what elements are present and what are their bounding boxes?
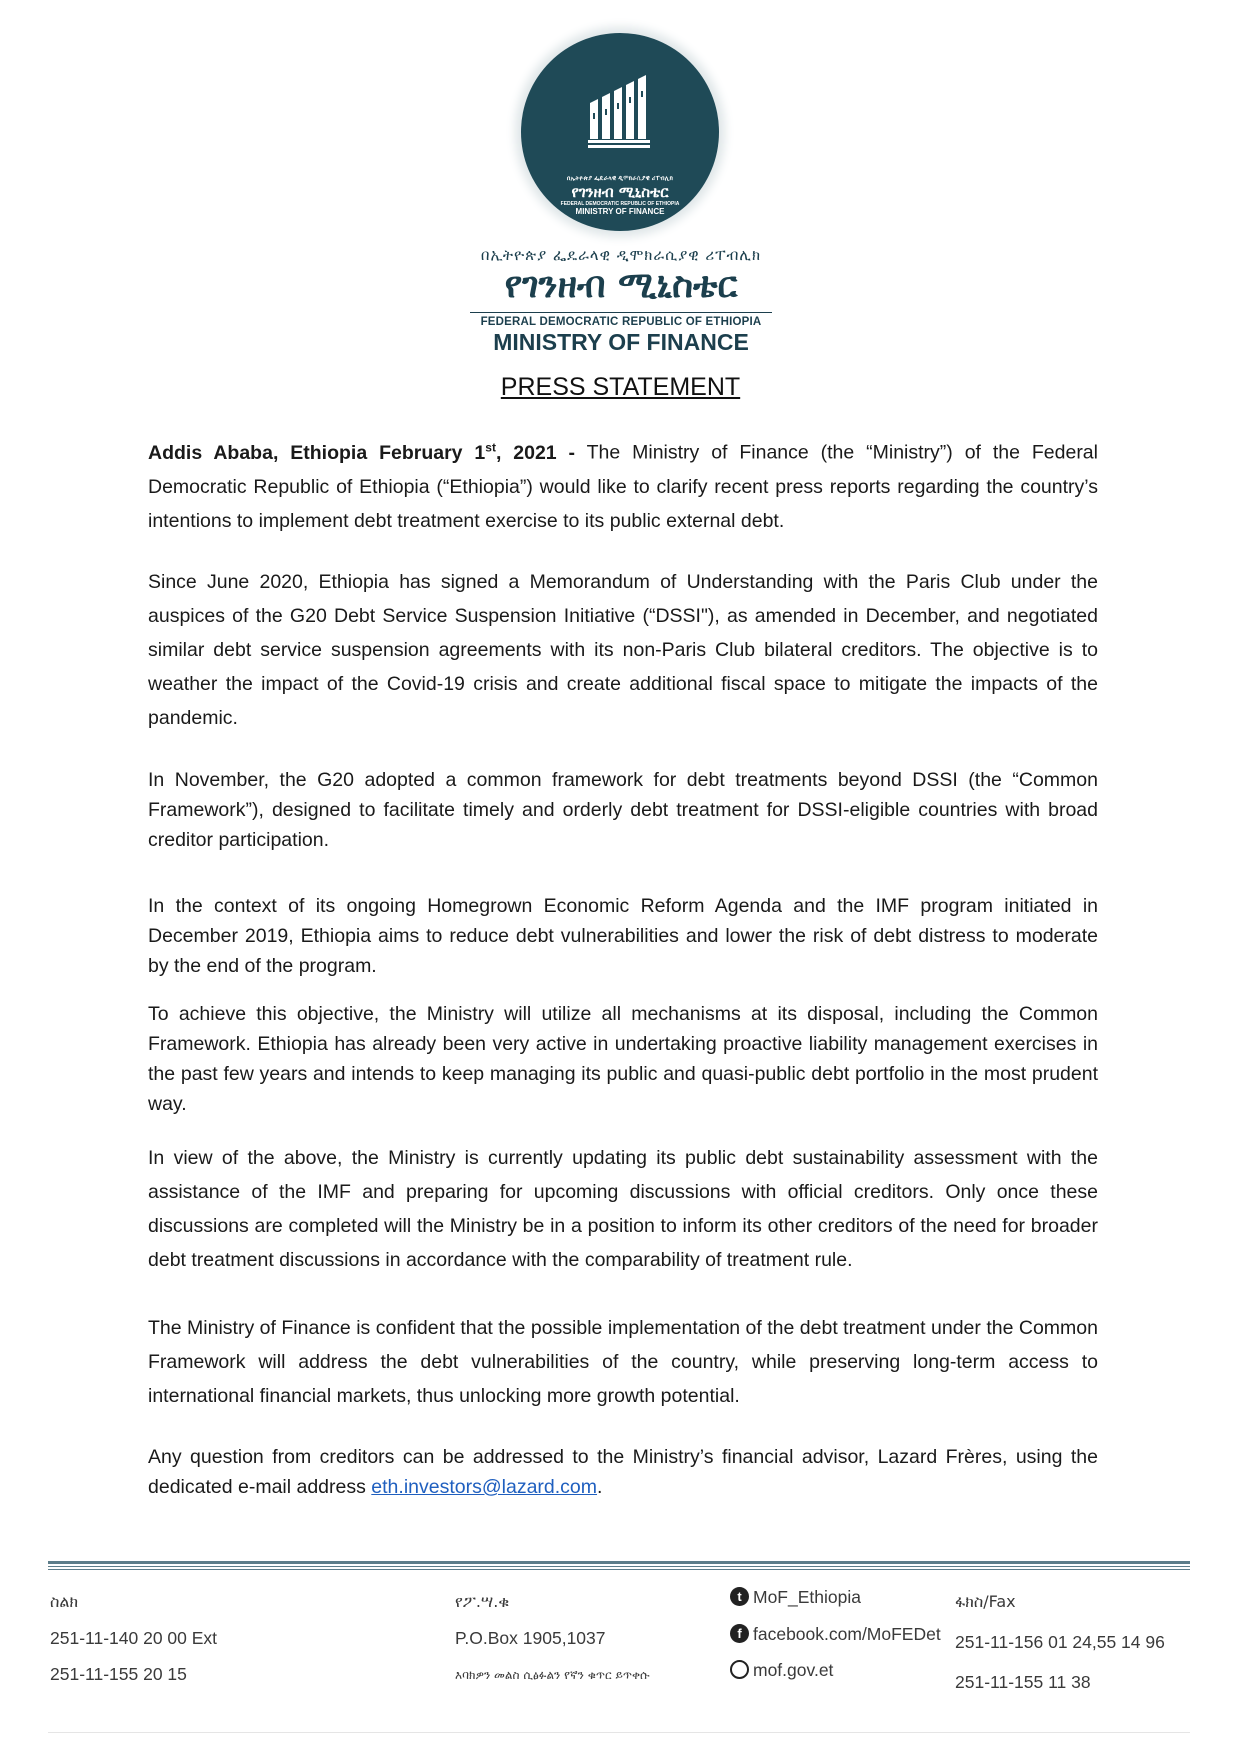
twitter-icon: t	[730, 1587, 749, 1606]
twitter-handle: MoF_Ethiopia	[753, 1587, 861, 1607]
paragraph-6: In view of the above, the Ministry is currently updating its public debt sustainability assessment with the assistance of the IMF and preparing for upcoming discussions with official creditors. Only once these discussions are completed will the Ministry be in a position to inform its other creditors of the need for broader debt treatment discussions in accordance with the comparability of treatment rule.	[148, 1147, 1098, 1271]
paragraph-5: To achieve this objective, the Ministry will utilize all mechanisms at its disposal, including the Common Framework. Ethiopia has already been very active in undertaking proactive liability management exercises in the past few years and intends to keep managing its public and quasi-public debt portfolio in the most prudent way.	[148, 1003, 1098, 1115]
phone-label: ስልክ	[50, 1592, 79, 1611]
email-link[interactable]: eth.investors@lazard.com	[371, 1476, 598, 1498]
building-columns-icon	[588, 73, 652, 149]
dateline-suffix: st	[485, 440, 496, 454]
globe-icon	[730, 1660, 749, 1679]
fax-number-1: 251-11-156 01 24,55 14 96	[955, 1632, 1165, 1652]
facebook-url: facebook.com/MoFEDet	[753, 1624, 941, 1644]
seal-english-ministry: MINISTRY OF FINANCE	[575, 207, 665, 216]
fax-number-2: 251-11-155 11 38	[955, 1672, 1091, 1692]
paragraph-8-text: Any question from creditors can be addressed to the Ministry’s financial advisor, Lazard Frères, using the dedicated e-mail address	[148, 1446, 1098, 1498]
page-bottom-divider	[48, 1732, 1190, 1733]
logo-amharic-ministry: የገንዘብ ሚኒስቴር	[504, 265, 738, 306]
ministry-seal	[521, 33, 719, 231]
seal-amharic-republic: በኢትዮጵያ ፌዴራላዊ ዲሞክራሲያዊ ሪፐብሊክ	[566, 176, 674, 182]
fax-label: ፋክስ/Fax	[955, 1592, 1016, 1611]
ministry-logo-text	[470, 246, 772, 356]
seal-amharic-ministry: የገንዘብ ሚኒስቴር	[571, 183, 669, 201]
pobox-note: እባክዎን መልስ ሲፅፉልን የኛን ቁጥር ይጥቀሱ	[455, 1668, 650, 1682]
facebook-icon: f	[730, 1624, 749, 1643]
website-url: mof.gov.et	[753, 1660, 834, 1680]
pobox-number: P.O.Box 1905,1037	[455, 1628, 606, 1648]
phone-number-2: 251-11-155 20 15	[50, 1664, 187, 1684]
dateline-text: Addis Ababa, Ethiopia February 1	[148, 441, 486, 464]
website-contact[interactable]	[730, 1660, 833, 1681]
paragraph-1	[148, 430, 1098, 538]
seal-english-republic: FEDERAL DEMOCRATIC REPUBLIC OF ETHIOPIA	[560, 201, 680, 207]
paragraph-7: The Ministry of Finance is confident that the possible implementation of the debt treatment under the Common Framework will address the debt vulnerabilities of the country, while preserving long-term access to international financial markets, thus unlocking more growth potential.	[148, 1317, 1098, 1407]
paragraph-1-text: The Ministry of Finance (the “Ministry”) of the Federal Democratic Republic of Ethiopia (“Ethiopia”) would like to clarify recent press reports regarding the country’s intentions to implement debt treatment exercise to its public external debt.	[148, 441, 1098, 532]
paragraph-3: In November, the G20 adopted a common framework for debt treatments beyond DSSI (the “Common Framework”), designed to facilitate timely and orderly debt treatment for DSSI-eligible countries with broad creditor participation.	[148, 769, 1098, 851]
footer-rule-bottom	[48, 1569, 1190, 1570]
logo-english-republic: FEDERAL DEMOCRATIC REPUBLIC OF ETHIOPIA	[470, 312, 772, 328]
page-title: PRESS STATEMENT	[500, 373, 741, 401]
logo-english-ministry: MINISTRY OF FINANCE	[493, 329, 749, 355]
paragraph-4: In the context of its ongoing Homegrown Economic Reform Agenda and the IMF program initiated in December 2019, Ethiopia aims to reduce debt vulnerabilities and lower the risk of debt distress to moderate by the end of the program.	[148, 895, 1098, 977]
paragraph-8-end: .	[597, 1476, 603, 1498]
footer-rule-middle	[48, 1566, 1190, 1567]
pobox-label: የፖ.ሣ.ቁ	[455, 1592, 510, 1611]
phone-number-1: 251-11-140 20 00 Ext	[50, 1628, 218, 1648]
dateline	[148, 442, 575, 464]
paragraph-2: Since June 2020, Ethiopia has signed a Memorandum of Understanding with the Paris Club under the auspices of the G20 Debt Service Suspension Initiative (“DSSI"), as amended in December, and negotiated similar debt service suspension agreements with its non-Paris Club bilateral creditors. The objective is to weather the impact of the Covid-19 crisis and create additional fiscal space to mitigate the impacts of the pandemic.	[148, 571, 1098, 729]
twitter-contact[interactable]	[730, 1587, 861, 1608]
dateline-year: , 2021 -	[495, 441, 576, 464]
logo-amharic-republic: በኢትዮጵያ ፌዴራላዊ ዲሞክራሲያዊ ሪፐብሊክ	[480, 246, 762, 264]
footer-rule-top	[48, 1561, 1190, 1564]
paragraph-8	[148, 1442, 1098, 1502]
facebook-contact[interactable]	[730, 1624, 941, 1645]
